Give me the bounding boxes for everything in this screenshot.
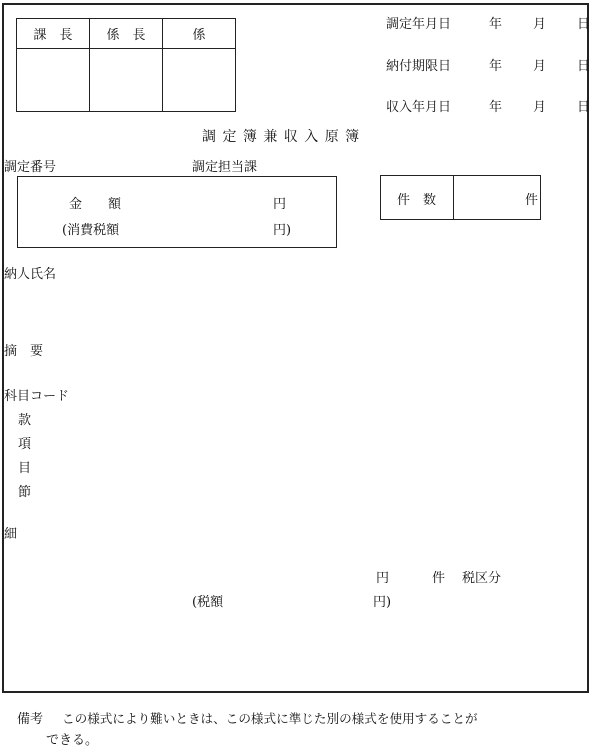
tax-class-label: 税区分	[462, 571, 502, 586]
amount-unit: 円	[273, 197, 287, 212]
count-label: 件 数	[397, 193, 437, 208]
date-month-chotei: 月	[533, 17, 547, 32]
date-year-chotei: 年	[489, 17, 503, 32]
line-tax-label: (税額	[192, 595, 224, 610]
count-unit: 件	[525, 193, 539, 208]
consumption-tax-label: (消費税額	[62, 223, 120, 238]
ko-label: 項	[18, 437, 32, 452]
chotei-number-label: 調定番号	[4, 160, 57, 175]
setsu-label: 節	[18, 485, 32, 500]
line-ken-unit: 件	[432, 571, 446, 586]
note-line-1: この様式により難いときは、この様式に準じた別の様式を使用することが	[62, 711, 478, 726]
line-yen-unit: 円	[376, 571, 390, 586]
payer-name-label: 納人氏名	[4, 267, 57, 282]
subject-code-label: 科目コード	[4, 389, 70, 404]
moku-label: 目	[18, 461, 32, 476]
note-prefix: 備考	[17, 712, 44, 727]
date-label-shunyu: 収入年月日	[386, 100, 452, 115]
stamp-cell-kakaricho[interactable]	[90, 49, 163, 112]
stamp-cell-kakari[interactable]	[163, 49, 236, 112]
date-month-nofu: 月	[533, 59, 547, 74]
amount-label: 金 額	[69, 197, 122, 212]
date-label-nofu: 納付期限日	[386, 59, 452, 74]
note-line-2: できる。	[46, 733, 99, 748]
consumption-tax-unit: 円)	[273, 223, 292, 238]
date-day-nofu: 日	[577, 59, 591, 74]
header-kakaricho: 係 長	[90, 19, 163, 49]
sai-label: 細	[4, 527, 18, 542]
header-kakari: 係	[163, 19, 236, 49]
date-year-nofu: 年	[489, 59, 503, 74]
count-divider	[453, 175, 454, 220]
date-year-shunyu: 年	[489, 100, 503, 115]
line-tax-unit: 円)	[373, 595, 392, 610]
summary-label: 摘 要	[4, 344, 44, 359]
date-month-shunyu: 月	[533, 100, 547, 115]
date-day-shunyu: 日	[577, 100, 591, 115]
date-label-chotei: 調定年月日	[386, 17, 452, 32]
date-day-chotei: 日	[577, 17, 591, 32]
kan-label: 款	[18, 413, 32, 428]
header-kacho: 課 長	[17, 19, 90, 49]
approval-stamp-table	[16, 18, 236, 112]
chotei-section-label: 調定担当課	[192, 160, 258, 175]
stamp-cell-kacho[interactable]	[17, 49, 90, 112]
page-title: 調 定 簿 兼 収 入 原 簿	[202, 129, 361, 145]
